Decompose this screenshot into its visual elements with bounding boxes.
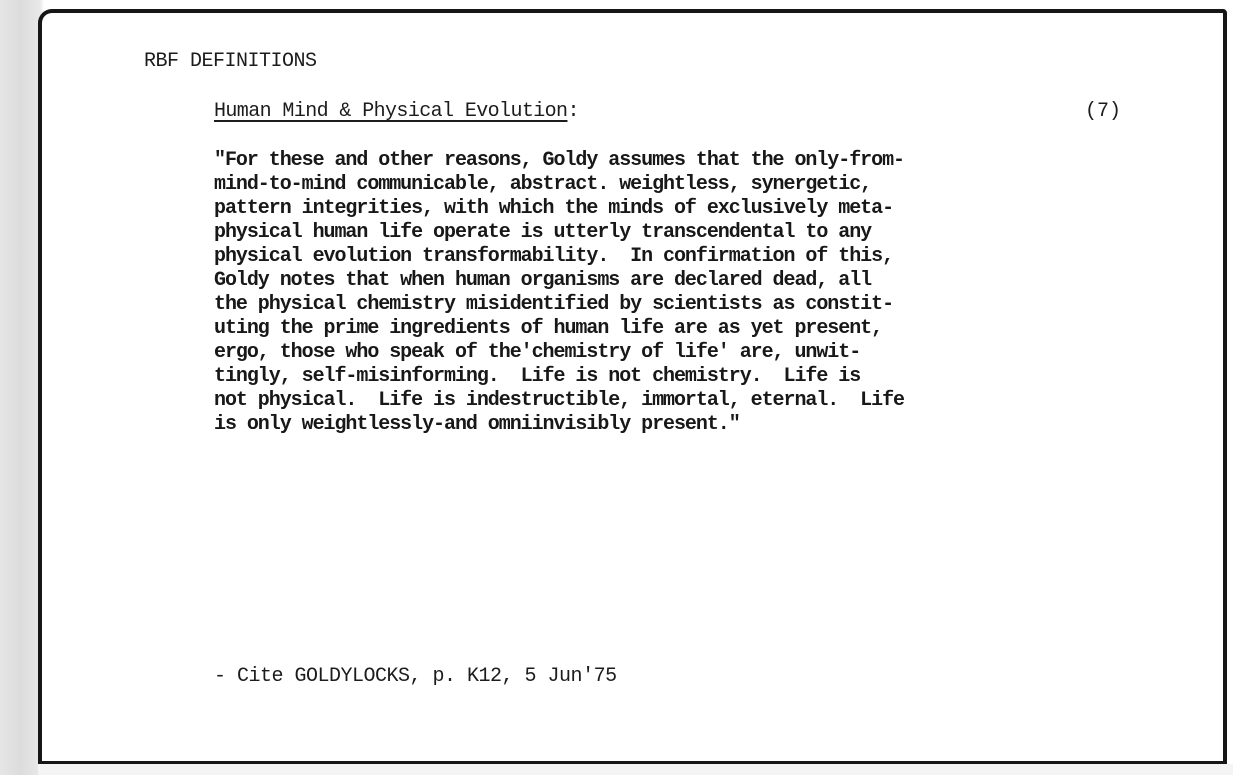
- quote-line: uting the prime ingredients of human life are as yet present,: [214, 317, 883, 340]
- source-citation: - Cite GOLDYLOCKS, p. K12, 5 Jun'75: [214, 665, 617, 688]
- quote-line: mind-to-mind communicable, abstract. weightless, synergetic,: [214, 173, 872, 196]
- quote-line: the physical chemistry misidentified by scientists as constit-: [214, 293, 894, 316]
- quote-line: Goldy notes that when human organisms are declared dead, all: [214, 269, 872, 292]
- page-number: (7): [1085, 100, 1122, 123]
- quote-line: tingly, self-misinforming. Life is not chemistry. Life is: [214, 365, 861, 388]
- definition-quote: [214, 149, 1114, 437]
- quote-line: "For these and other reasons, Goldy assumes that the only-from-: [214, 149, 904, 172]
- quote-line: physical human life operate is utterly transcendental to any: [214, 221, 872, 244]
- document-header: RBF DEFINITIONS: [144, 50, 317, 73]
- card-bottom-edge: [38, 764, 1233, 775]
- quote-line: physical evolution transformability. In confirmation of this,: [214, 245, 894, 268]
- quote-line: not physical. Life is indestructible, immortal, eternal. Life: [214, 389, 904, 412]
- quote-line: ergo, those who speak of the'chemistry of life' are, unwit-: [214, 341, 861, 364]
- subject-heading: [214, 100, 579, 123]
- quote-line: pattern integrities, with which the minds of exclusively meta-: [214, 197, 894, 220]
- subject-title: Human Mind & Physical Evolution: [214, 100, 568, 123]
- quote-line: is only weightlessly-and omniinvisibly present.": [214, 413, 740, 436]
- subject-colon: :: [567, 100, 579, 123]
